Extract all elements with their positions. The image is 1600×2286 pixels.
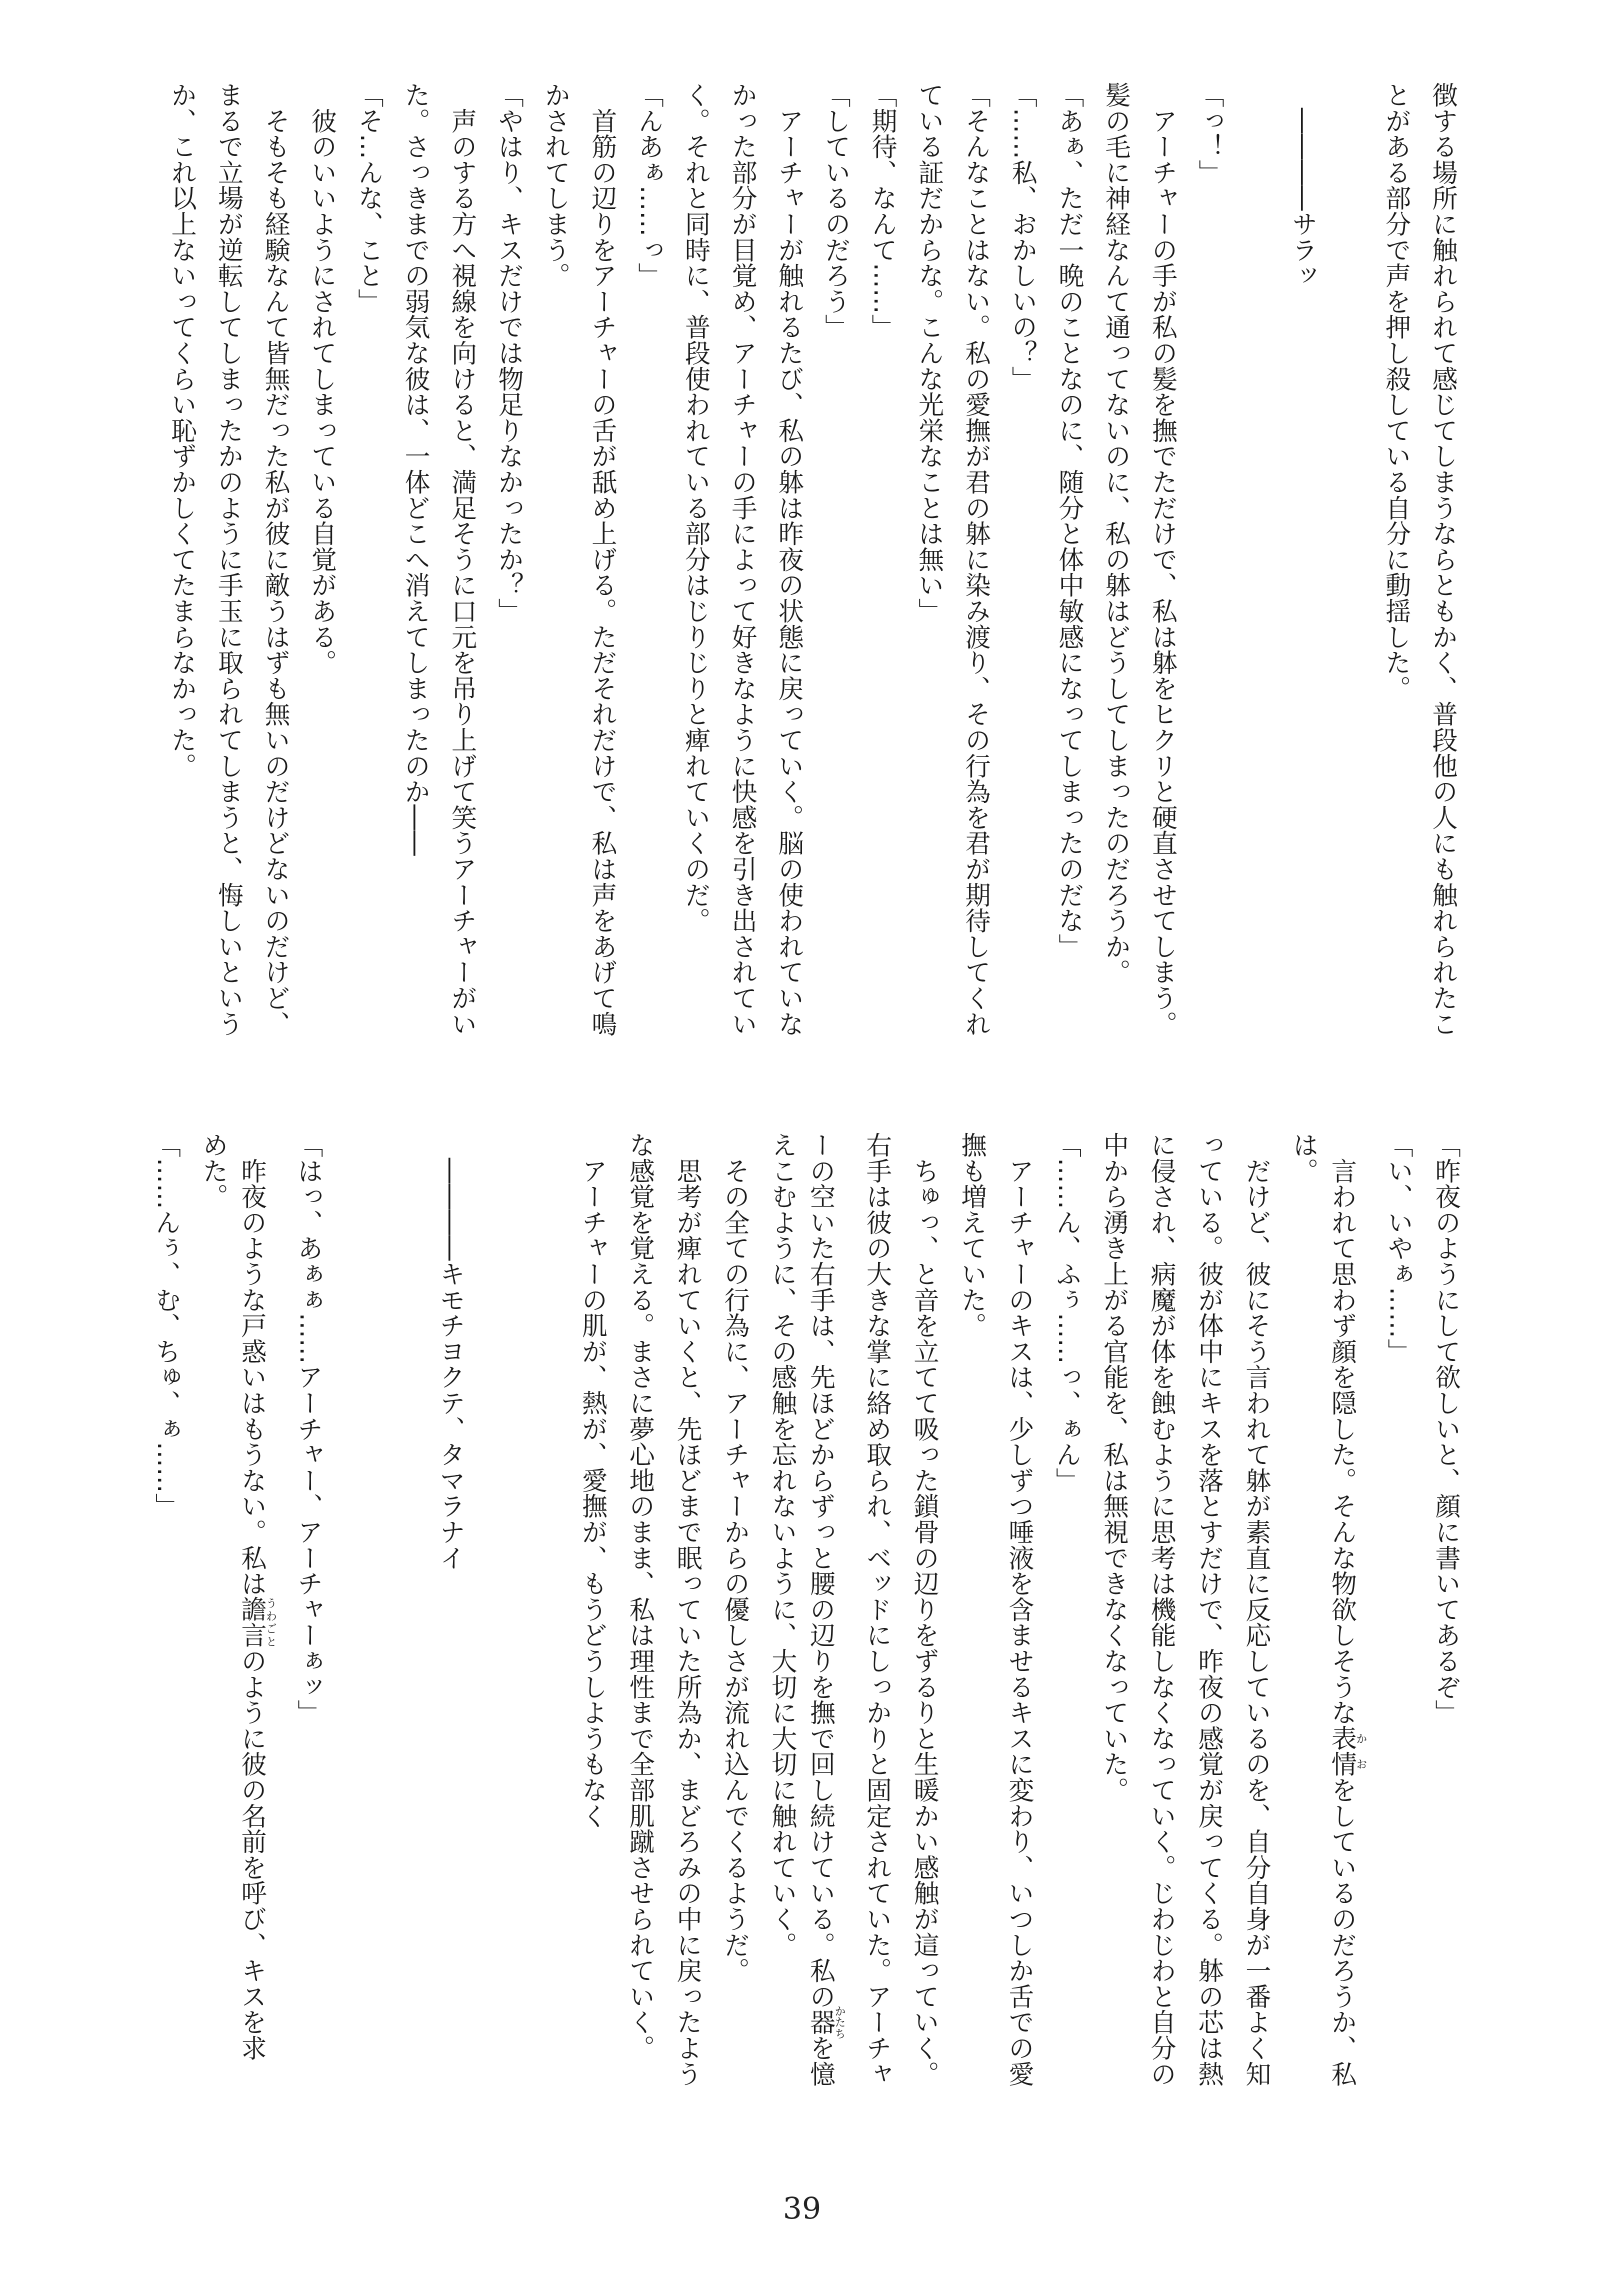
text-line: く。それと同時に、普段使われている部分はじりじりと痺れていくのだ。 (680, 82, 711, 934)
blank-line (529, 1132, 561, 2142)
top-text-block (0, 82, 1600, 1082)
ruby-annotation (805, 2005, 847, 2039)
text-line: 「そ…んな、こと」 (353, 82, 384, 315)
text-line: めた。 (198, 1132, 229, 1210)
text-segment: 昨夜のような戸惑いはもうない。私は (237, 1132, 267, 1597)
page-number: 39 (782, 2192, 822, 2227)
text-segment: をしているのだろうか、私 (1327, 1777, 1358, 2087)
text-line: かされてしまう。 (540, 82, 571, 289)
text-line: 「やはり、キスだけでは物足りなかったか？」 (494, 82, 524, 624)
text-segment: 言われて思わず顔を隠した。そんな物欲しそうな (1327, 1132, 1358, 1726)
ruby-reading: うわごと (264, 1596, 278, 1649)
ruby-annotation (237, 1596, 278, 1649)
text-line: アーチャーの手が私の髪を撫でただけで、私は躰をヒクリと硬直させてしまう。 (1147, 82, 1178, 1037)
blank-line (387, 1132, 419, 2142)
text-line: ――――キモチヨクテ、タマラナイ (435, 1132, 466, 1571)
text-line: えこむように、その感触を忘れないように、大切に大切に触れていく。 (767, 1132, 798, 1958)
text-line: 徴する場所に触れられて感じてしまうならともかく、普段他の人にも触れられたこ (1428, 82, 1458, 1037)
text-line: 「あぁ、ただ一晩のことなのに、随分と体中敏感になってしまったのだな」 (1054, 82, 1085, 960)
text-line: っている。彼が体中にキスを落とすだけで、昨夜の感覚が戻ってくる。躰の芯は熱 (1194, 1132, 1224, 2087)
text-segment: ーの空いた右手は、先ほどからずっと腰の辺りを撫で回し続けている。私の (805, 1132, 836, 2010)
text-line: アーチャーのキスは、少しずつ唾液を含ませるキスに変わり、いつしか舌での愛 (1004, 1132, 1035, 2087)
text-line: 「……私、おかしいの？」 (1007, 82, 1038, 392)
text-line: ちゅっ、と音を立てて吸った鎖骨の辺りをずるりと生暖かい感触が這っていく。 (909, 1132, 940, 2087)
ruby-reading: かお (1354, 1725, 1368, 1778)
text-line: 「しているのだろう」 (820, 82, 851, 340)
blank-line (482, 1132, 514, 2142)
text-line: た。さっきまでの弱気な彼は、一体どこへ消えてしまったのか―― (400, 82, 431, 856)
blank-line (1334, 82, 1366, 1082)
blank-line (340, 1132, 372, 2142)
text-line (805, 1132, 847, 2142)
ruby-annotation (1327, 1725, 1368, 1778)
text-line: まるで立場が逆転してしまったかのように手玉に取られてしまうと、悔しいという (213, 82, 244, 1037)
text-line: 「……ん、ふぅ……っ、ぁん」 (1051, 1132, 1082, 1494)
text-line: 「はっ、あぁぁ……アーチャー、アーチャーぁッ」 (293, 1132, 324, 1726)
text-line: その全ての行為に、アーチャーからの優しさが流れ込んでくるようだ。 (720, 1132, 750, 1984)
text-line: アーチャーが触れるたび、私の躰は昨夜の状態に戻っていく。脳の使われていな (774, 82, 805, 1037)
text-line: な感覚を覚える。まさに夢心地のまま、私は理性まで全部肌蹴させられていく。 (625, 1132, 656, 2061)
text-line: 彼のいいようにされてしまっている自覚がある。 (307, 82, 338, 676)
text-line: ――――サラッ (1287, 82, 1318, 289)
text-line: かった部分が目覚め、アーチャーの手によって好きなように快感を引き出されてい (727, 82, 758, 1037)
text-line: 「っ！」 (1194, 82, 1225, 186)
ruby-base: 器 (805, 2005, 836, 2039)
text-line: 「……んぅ、む、ちゅ、ぁ……」 (151, 1132, 182, 1519)
text-line: そもそも経験なんて皆無だった私が彼に敵うはずも無いのだけどないのだけど、 (260, 82, 291, 1037)
text-line: だけど、彼にそう言われて躰が素直に反応しているのを、自分自身が一番よく知 (1241, 1132, 1272, 2087)
text-segment: のように彼の名前を呼び、キスを求 (237, 1648, 267, 2061)
text-line: 首筋の辺りをアーチャーの舌が舐め上げる。ただそれだけで、私は声をあげて鳴 (587, 82, 618, 1037)
text-line: 右手は彼の大きな掌に絡め取られ、ベッドにしっかりと固定されていた。アーチャ (862, 1132, 893, 2087)
text-line: は。 (1288, 1132, 1319, 1184)
text-line (237, 1132, 278, 2142)
text-line: アーチャーの肌が、熱が、愛撫が、もうどうしようもなく (577, 1132, 608, 1829)
ruby-base: 表情 (1327, 1725, 1358, 1778)
text-line: 「期待、なんて……」 (867, 82, 898, 340)
text-line: 「昨夜のようにして欲しいと、顔に書いてあるぞ」 (1431, 1132, 1461, 1726)
text-line: ている証だからな。こんな光栄なことは無い」 (914, 82, 945, 624)
text-line: 撫も増えていた。 (957, 1132, 987, 1339)
text-line: 声のする方へ視線を向けると、満足そうに口元を吊り上げて笑うアーチャーがい (447, 82, 478, 1037)
ruby-base: 譫言 (237, 1596, 267, 1649)
bottom-text-block (0, 1132, 1600, 2142)
text-line: 思考が痺れていくと、先ほどまで眠っていた所為か、まどろみの中に戻ったよう (672, 1132, 703, 2087)
text-line: 「んあぁ……っ」 (634, 82, 665, 289)
blank-line (1240, 82, 1272, 1082)
text-line: とがある部分で声を押し殺している自分に動揺した。 (1381, 82, 1412, 702)
text-line: 「そんなことはない。私の愛撫が君の躰に染み渡り、その行為を君が期待してくれ (961, 82, 991, 1037)
text-line (1327, 1132, 1368, 2142)
text-segment: を憶 (805, 2035, 836, 2087)
text-line: に侵され、病魔が体を蝕むように思考は機能しなくなっていく。じわじわと自分の (1146, 1132, 1177, 2087)
text-line: 髪の毛に神経なんて通ってないのに、私の躰はどうしてしまったのだろうか。 (1101, 82, 1132, 985)
text-line: 「い、いやぁ……」 (1383, 1132, 1414, 1365)
text-line: か、これ以上ないってくらい恥ずかしくてたまらなかった。 (167, 82, 198, 779)
text-line: 中から湧き上がる官能を、私は無視できなくなっていた。 (1099, 1132, 1130, 1803)
ruby-reading: かたち (833, 2005, 847, 2039)
